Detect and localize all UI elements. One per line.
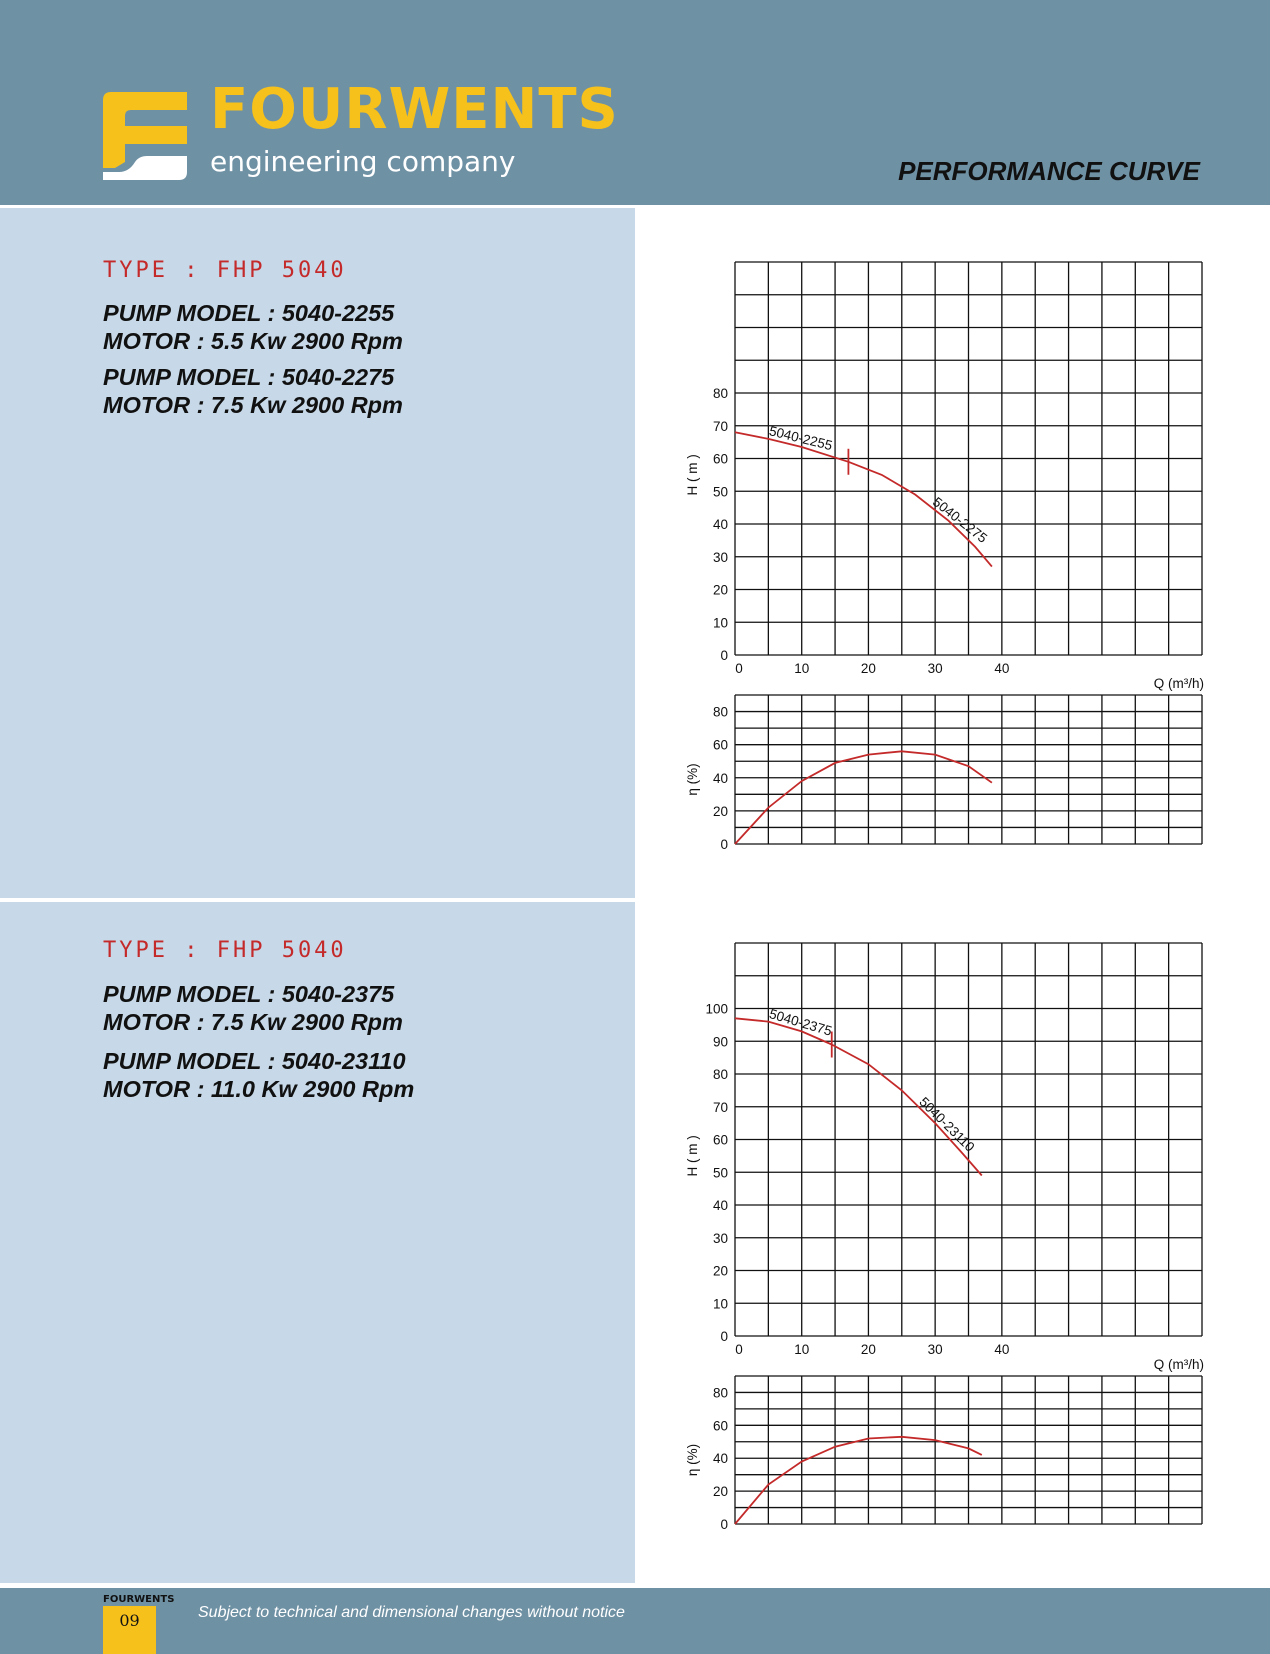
y-tick-label: 70: [712, 418, 728, 434]
pump-model: PUMP MODEL : 5040-2275: [103, 364, 395, 390]
y-tick-label: 100: [705, 1001, 728, 1017]
y-tick-label: 80: [712, 1067, 728, 1082]
motor-spec: MOTOR : 7.5 Kw 2900 Rpm: [103, 1009, 403, 1035]
y-tick-label: 90: [712, 1034, 728, 1050]
y-tick-label: 0: [720, 1517, 728, 1532]
x-tick-label: 20: [860, 661, 876, 676]
x-tick-label: 30: [927, 661, 943, 676]
y-tick-label: 60: [712, 1132, 728, 1148]
y-tick-label: 20: [712, 1263, 728, 1279]
x-tick-label: 10: [794, 1342, 810, 1357]
footer-note: Subject to technical and dimensional changes without notice: [198, 1604, 625, 1621]
y-tick-label: 80: [712, 386, 728, 401]
y-tick-label: 40: [712, 770, 728, 786]
y-tick-label: 10: [712, 1296, 728, 1312]
series-curve: [848, 462, 992, 567]
y-tick-label: 30: [712, 1230, 728, 1246]
y-tick-label: 0: [720, 648, 728, 663]
x-tick-label: 30: [927, 1342, 943, 1357]
y-tick-label: 50: [712, 484, 728, 500]
motor-spec: MOTOR : 7.5 Kw 2900 Rpm: [103, 392, 403, 418]
y-tick-label: 20: [712, 582, 728, 598]
y-tick-label: 80: [712, 704, 728, 720]
x-tick-label: 40: [994, 661, 1010, 676]
brand-subtitle: engineering company: [210, 145, 516, 178]
footer-brand: FOURWENTS: [103, 1594, 175, 1605]
series-curve: [735, 751, 992, 844]
motor-spec: MOTOR : 11.0 Kw 2900 Rpm: [103, 1076, 415, 1102]
page-title: PERFORMANCE CURVE: [898, 156, 1200, 186]
brand-name: FOURWENTS: [210, 77, 619, 142]
pump-model: PUMP MODEL : 5040-23110: [103, 1048, 406, 1074]
type-label-1: TYPE : FHP 5040: [103, 258, 347, 283]
page-number: 09: [103, 1606, 156, 1654]
series-label: 5040-2275: [929, 494, 991, 546]
series-label: 5040-2375: [767, 1006, 834, 1039]
y-tick-label: 60: [712, 451, 728, 467]
x-tick-label: 40: [994, 1342, 1010, 1357]
x-tick-label: 0: [735, 661, 743, 676]
y-tick-label: 60: [712, 737, 728, 753]
x-axis-label: Q (m³/h): [1153, 676, 1204, 691]
y-tick-label: 40: [712, 1451, 728, 1467]
y-axis-label: η (%): [685, 1443, 700, 1477]
motor-spec: MOTOR : 5.5 Kw 2900 Rpm: [103, 328, 403, 354]
x-tick-label: 10: [794, 661, 810, 676]
y-tick-label: 20: [712, 803, 728, 819]
y-tick-label: 60: [712, 1418, 728, 1434]
y-tick-label: 0: [720, 837, 728, 852]
x-axis-label: Q (m³/h): [1153, 1357, 1204, 1372]
y-tick-label: 20: [712, 1484, 728, 1500]
y-tick-label: 80: [712, 1385, 728, 1401]
y-tick-label: 50: [712, 1165, 728, 1181]
x-tick-label: 20: [860, 1342, 876, 1357]
y-tick-label: 30: [712, 549, 728, 565]
series-curve: [735, 1437, 982, 1524]
pump-model: PUMP MODEL : 5040-2375: [103, 981, 395, 1007]
y-tick-label: 10: [712, 615, 728, 631]
y-tick-label: 40: [712, 517, 728, 532]
x-tick-label: 0: [735, 1342, 743, 1357]
series-label: 5040-2255: [767, 423, 834, 454]
y-axis-label: η (%): [685, 763, 700, 796]
page-footer: [0, 1588, 1270, 1654]
y-axis-label: H ( m ): [685, 454, 700, 496]
y-tick-label: 70: [712, 1099, 728, 1115]
y-tick-label: 0: [720, 1329, 728, 1344]
y-tick-label: 40: [712, 1198, 728, 1213]
series-label: 5040-23110: [916, 1094, 978, 1155]
y-axis-label: H ( m ): [685, 1135, 700, 1177]
type-label-2: TYPE : FHP 5040: [103, 938, 347, 963]
pump-model: PUMP MODEL : 5040-2255: [103, 300, 395, 326]
series-curve: [832, 1045, 982, 1176]
